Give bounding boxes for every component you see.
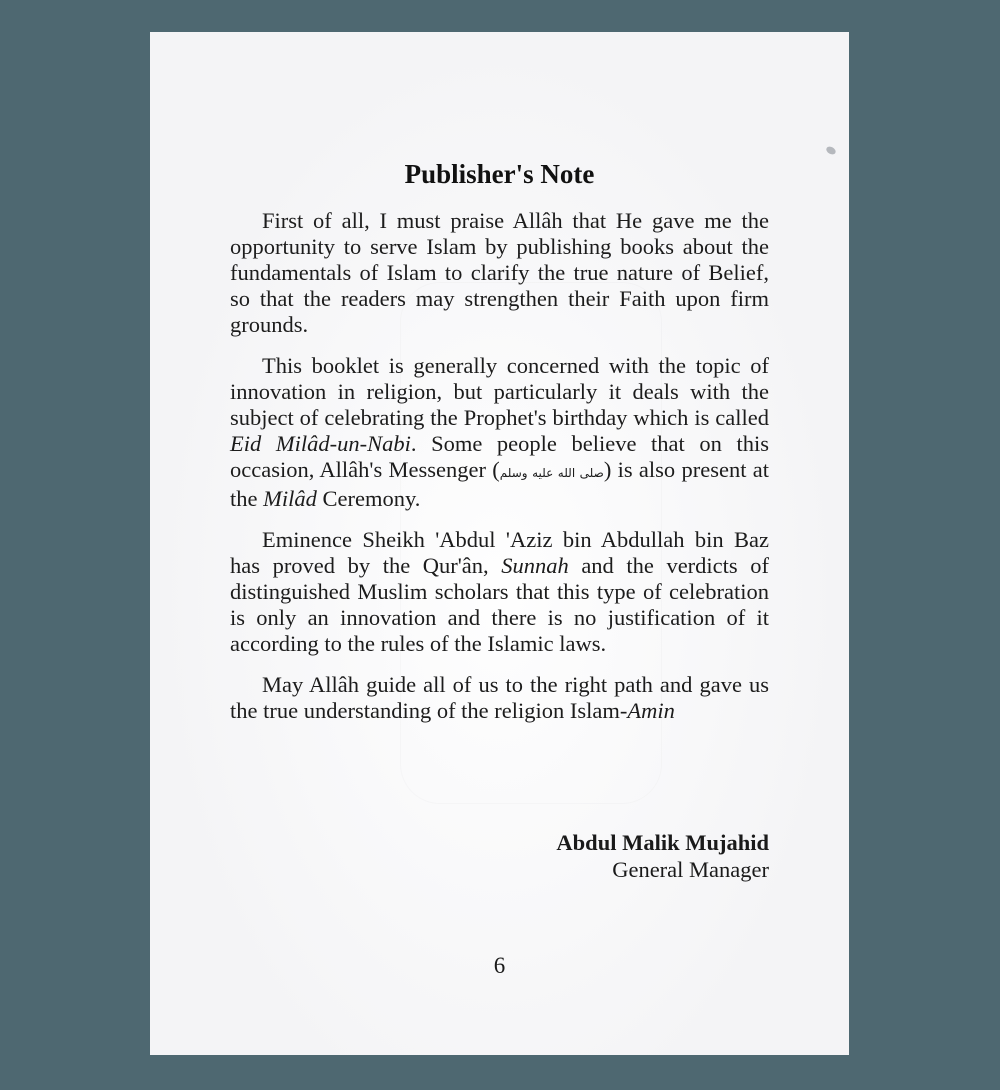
text-run: and the verdicts of distinguished Muslim scholars that this type of celebration is only an innovation and there is no justification of it according to the rules of the Islamic laws. — [230, 553, 769, 656]
text-run: First of all, I must praise Allâh that He gave me the opportunity to serve Islam by publishing books about the fundamentals of Islam to clarify the true nature of Belief, so that the readers may strengthen their Faith upon firm grounds. — [230, 208, 769, 337]
italic-term: Amin — [627, 698, 675, 723]
body-text — [230, 208, 769, 739]
page-speck — [825, 145, 837, 156]
italic-term: Eid Milâd-un-Nabi — [230, 431, 411, 456]
paragraph-1 — [230, 208, 769, 338]
italic-term: Sunnah — [501, 553, 569, 578]
text-run: Eminence Sheikh 'Abdul 'Aziz bin Abdullah bin Baz has proved by the Qur'ân, — [230, 527, 769, 578]
text-run: Ceremony. — [316, 486, 421, 511]
page-number: 6 — [493, 953, 506, 978]
arabic-salutation: صلى الله عليه وسلم — [499, 466, 604, 480]
paragraph-3 — [230, 527, 769, 657]
book-page — [150, 32, 849, 1055]
signature-block — [556, 829, 769, 883]
paragraph-4 — [230, 672, 769, 724]
signatory-role: General Manager — [612, 857, 769, 882]
text-run: This booklet is generally concerned with the topic of innovation in religion, but particularly it deals with the subject of celebrating the Prophet's birthday which is called — [230, 353, 769, 430]
page-title: Publisher's Note — [404, 159, 595, 189]
signatory-name: Abdul Malik Mujahid — [556, 830, 769, 855]
italic-term: Milâd — [263, 486, 317, 511]
text-run: . Some people believe that on this occasion, Allâh's Messenger ( — [230, 431, 770, 482]
paragraph-2 — [230, 353, 769, 512]
text-run: May Allâh guide all of us to the right path and gave us the true understanding of the religion Islam- — [230, 672, 769, 723]
text-run: ) is also present at the — [230, 457, 769, 511]
